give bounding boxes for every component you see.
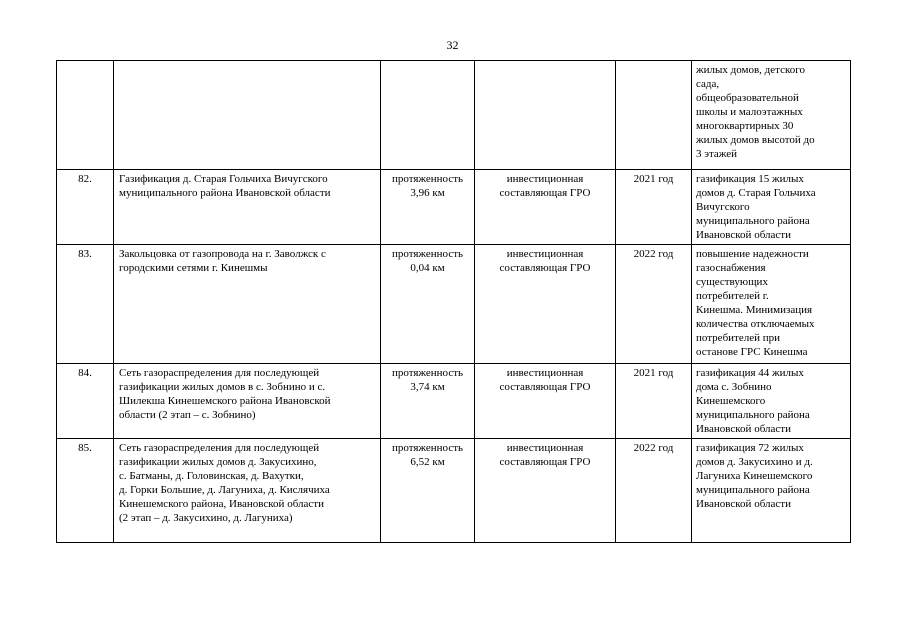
funding-source (475, 364, 616, 439)
result-cell-line: газификация 44 жилых (696, 367, 804, 379)
object-name-line: области (2 этап – с. Зобнино) (119, 409, 256, 421)
object-name (114, 245, 381, 364)
result-cell-line: потребителей г. (696, 290, 769, 302)
object-name-line: Сеть газораспределения для последующей (119, 442, 320, 454)
funding-source-line: инвестиционная (506, 173, 584, 185)
funding-source (475, 170, 616, 245)
result-cell-line: количества отключаемых (696, 318, 815, 330)
length-cell-line: протяженность (391, 442, 464, 454)
result-cell-line: потребителей при (696, 332, 781, 344)
table-row (57, 364, 851, 439)
result-cell-line: Ивановской области (696, 423, 791, 435)
result-cell-line: домов д. Старая Гольчиха (696, 187, 816, 199)
funding-source-line: составляющая ГРО (499, 381, 591, 393)
result-cell (692, 61, 851, 170)
length-cell-line: 6,52 км (410, 456, 445, 468)
year-cell: 2022 год (616, 245, 692, 364)
object-name-line: городскими сетями г. Кинешмы (119, 262, 268, 274)
year-cell: 2021 год (616, 364, 692, 439)
result-cell-line: Вичугского (696, 201, 750, 213)
table-row (57, 439, 851, 543)
row-number (57, 61, 114, 170)
year-cell: 2021 год (616, 170, 692, 245)
result-cell-line: газификация 15 жилых (696, 173, 804, 185)
result-cell (692, 245, 851, 364)
row-number: 85. (57, 439, 114, 543)
result-cell-line: сада, (696, 78, 720, 90)
object-name-line: Сеть газораспределения для последующей (119, 367, 320, 379)
object-name-line: Кинешемского района, Ивановской области (119, 498, 324, 510)
object-name-line: д. Горки Большие, д. Лагуниха, д. Кислячиха (119, 484, 330, 496)
result-cell-line: общеобразовательной (696, 92, 799, 104)
result-cell-line: 3 этажей (696, 148, 738, 160)
result-cell-line: газоснабжения (696, 262, 766, 274)
table-row (57, 245, 851, 364)
table-row (57, 61, 851, 170)
funding-source (475, 61, 616, 170)
result-cell-line: останове ГРС Кинешма (696, 346, 808, 358)
year-cell: 2022 год (616, 439, 692, 543)
result-cell-line: Кинешемского (696, 395, 766, 407)
result-cell-line: повышение надежности (696, 248, 809, 260)
result-cell-line: многоквартирных 30 (696, 120, 794, 132)
result-cell-line: Ивановской области (696, 498, 791, 510)
result-cell-line: Лагуниха Кинешемского (696, 470, 813, 482)
object-name-line: Шилекша Кинешемского района Ивановской (119, 395, 331, 407)
result-cell-line: жилых домов, детского (696, 64, 805, 76)
length-cell-line: протяженность (391, 173, 464, 185)
length-cell (381, 364, 475, 439)
length-cell-line: протяженность (391, 367, 464, 379)
funding-source (475, 439, 616, 543)
result-cell-line: муниципального района (696, 215, 810, 227)
result-cell-line: Ивановской области (696, 229, 791, 241)
funding-source-line: составляющая ГРО (499, 262, 591, 274)
length-cell (381, 61, 475, 170)
result-cell-line: жилых домов высотой до (696, 134, 815, 146)
object-name-line: газификации жилых домов в с. Зобнино и с. (119, 381, 326, 393)
length-cell (381, 439, 475, 543)
result-cell-line: школы и малоэтажных (696, 106, 803, 118)
length-cell-line: 3,74 км (410, 381, 445, 393)
result-cell-line: существующих (696, 276, 768, 288)
result-cell (692, 170, 851, 245)
object-name-line: Закольцовка от газопровода на г. Заволжск с (119, 248, 326, 260)
result-cell-line: Кинешма. Минимизация (696, 304, 813, 316)
object-name-line: газификации жилых домов д. Закусихино, (119, 456, 317, 468)
projects-table (56, 60, 851, 543)
result-cell-line: муниципального района (696, 409, 810, 421)
result-cell-line: дома с. Зобнино (696, 381, 772, 393)
funding-source-line: инвестиционная (506, 248, 584, 260)
object-name (114, 439, 381, 543)
funding-source-line: составляющая ГРО (499, 187, 591, 199)
funding-source-line: инвестиционная (506, 442, 584, 454)
result-cell-line: газификация 72 жилых (696, 442, 804, 454)
year-cell (616, 61, 692, 170)
object-name (114, 364, 381, 439)
object-name (114, 61, 381, 170)
object-name-line: муниципального района Ивановской области (119, 187, 331, 199)
table-row (57, 170, 851, 245)
result-cell (692, 439, 851, 543)
result-cell-line: муниципального района (696, 484, 810, 496)
page-number: 32 (446, 38, 459, 52)
funding-source (475, 245, 616, 364)
length-cell-line: 3,96 км (410, 187, 445, 199)
row-number: 84. (57, 364, 114, 439)
funding-source-line: инвестиционная (506, 367, 584, 379)
row-number: 82. (57, 170, 114, 245)
object-name-line: Газификация д. Старая Гольчиха Вичугского (119, 173, 328, 185)
length-cell (381, 245, 475, 364)
result-cell (692, 364, 851, 439)
object-name-line: (2 этап – д. Закусихино, д. Лагуниха) (119, 512, 293, 524)
length-cell-line: 0,04 км (410, 262, 445, 274)
length-cell-line: протяженность (391, 248, 464, 260)
object-name (114, 170, 381, 245)
result-cell-line: домов д. Закусихино и д. (696, 456, 813, 468)
length-cell (381, 170, 475, 245)
funding-source-line: составляющая ГРО (499, 456, 591, 468)
row-number: 83. (57, 245, 114, 364)
object-name-line: с. Батманы, д. Головинская, д. Вахутки, (119, 470, 304, 482)
